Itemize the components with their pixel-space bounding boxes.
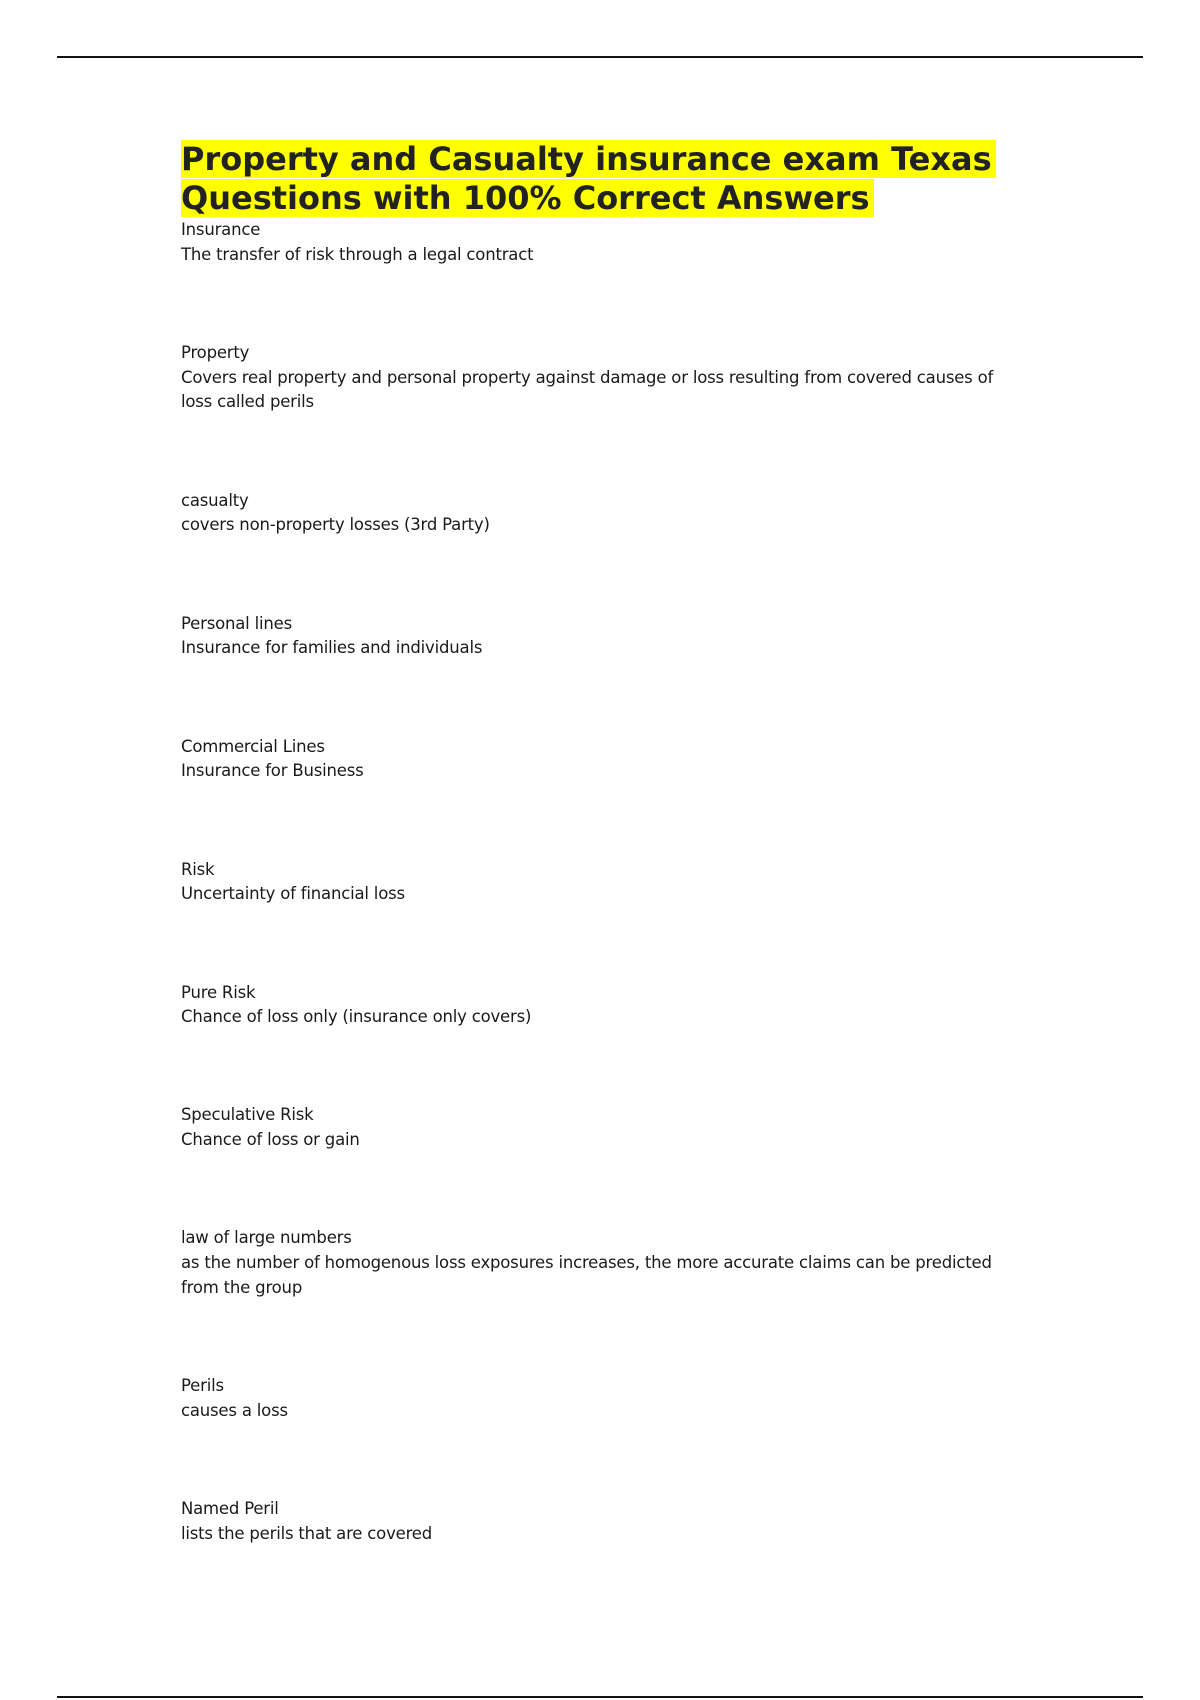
entry-item: [181, 858, 1021, 907]
entry-definition: Insurance for Business: [181, 761, 364, 781]
entry-item: [181, 341, 1021, 415]
entry-definition: Insurance for families and individuals: [181, 638, 483, 658]
entry-term: law of large numbers: [181, 1228, 352, 1248]
entry-item: [181, 218, 1021, 267]
footer-rule: [57, 1696, 1143, 1698]
entry-item: [181, 735, 1021, 784]
entry-term: Personal lines: [181, 613, 292, 633]
entry-item: [181, 1103, 1021, 1152]
entry-item: [181, 981, 1021, 1030]
entry-definition: Uncertainty of financial loss: [181, 884, 405, 904]
entry-definition: The transfer of risk through a legal contract: [181, 244, 534, 264]
document-title: [181, 140, 1021, 218]
entry-definition: causes a loss: [181, 1400, 288, 1420]
entry-term: Commercial Lines: [181, 736, 325, 756]
entry-term: Pure Risk: [181, 982, 256, 1002]
entry-term: Insurance: [181, 220, 261, 239]
entry-term: Speculative Risk: [181, 1105, 314, 1125]
entry-definition: as the number of homogenous loss exposures increases, the more accurate claims can be predicted from the group: [181, 1253, 992, 1297]
entry-item: [181, 489, 1021, 538]
header-rule: [57, 56, 1143, 58]
entry-definition: covers non-property losses (3rd Party): [181, 515, 490, 535]
entry-definition: Covers real property and personal property against damage or loss resulting from covered causes of loss called perils: [181, 367, 994, 412]
entry-definition: Chance of loss only (insurance only covers): [181, 1007, 532, 1027]
entry-item: [181, 612, 1021, 661]
entry-list: [181, 218, 1021, 1546]
entry-item: [181, 1497, 1021, 1546]
entry-definition: Chance of loss or gain: [181, 1130, 360, 1150]
entry-term: casualty: [181, 490, 249, 510]
entry-term: Property: [181, 342, 250, 362]
entry-term: Perils: [181, 1376, 224, 1396]
entry-definition: lists the perils that are covered: [181, 1523, 433, 1543]
document-title-text: Property and Casualty insurance exam Texas Questions with 100% Correct Answers: [181, 140, 996, 217]
document-body: [181, 140, 1021, 1620]
entry-item: [181, 1374, 1021, 1423]
entry-item: [181, 1226, 1021, 1300]
entry-term: Named Peril: [181, 1499, 279, 1519]
entry-term: Risk: [181, 859, 215, 879]
